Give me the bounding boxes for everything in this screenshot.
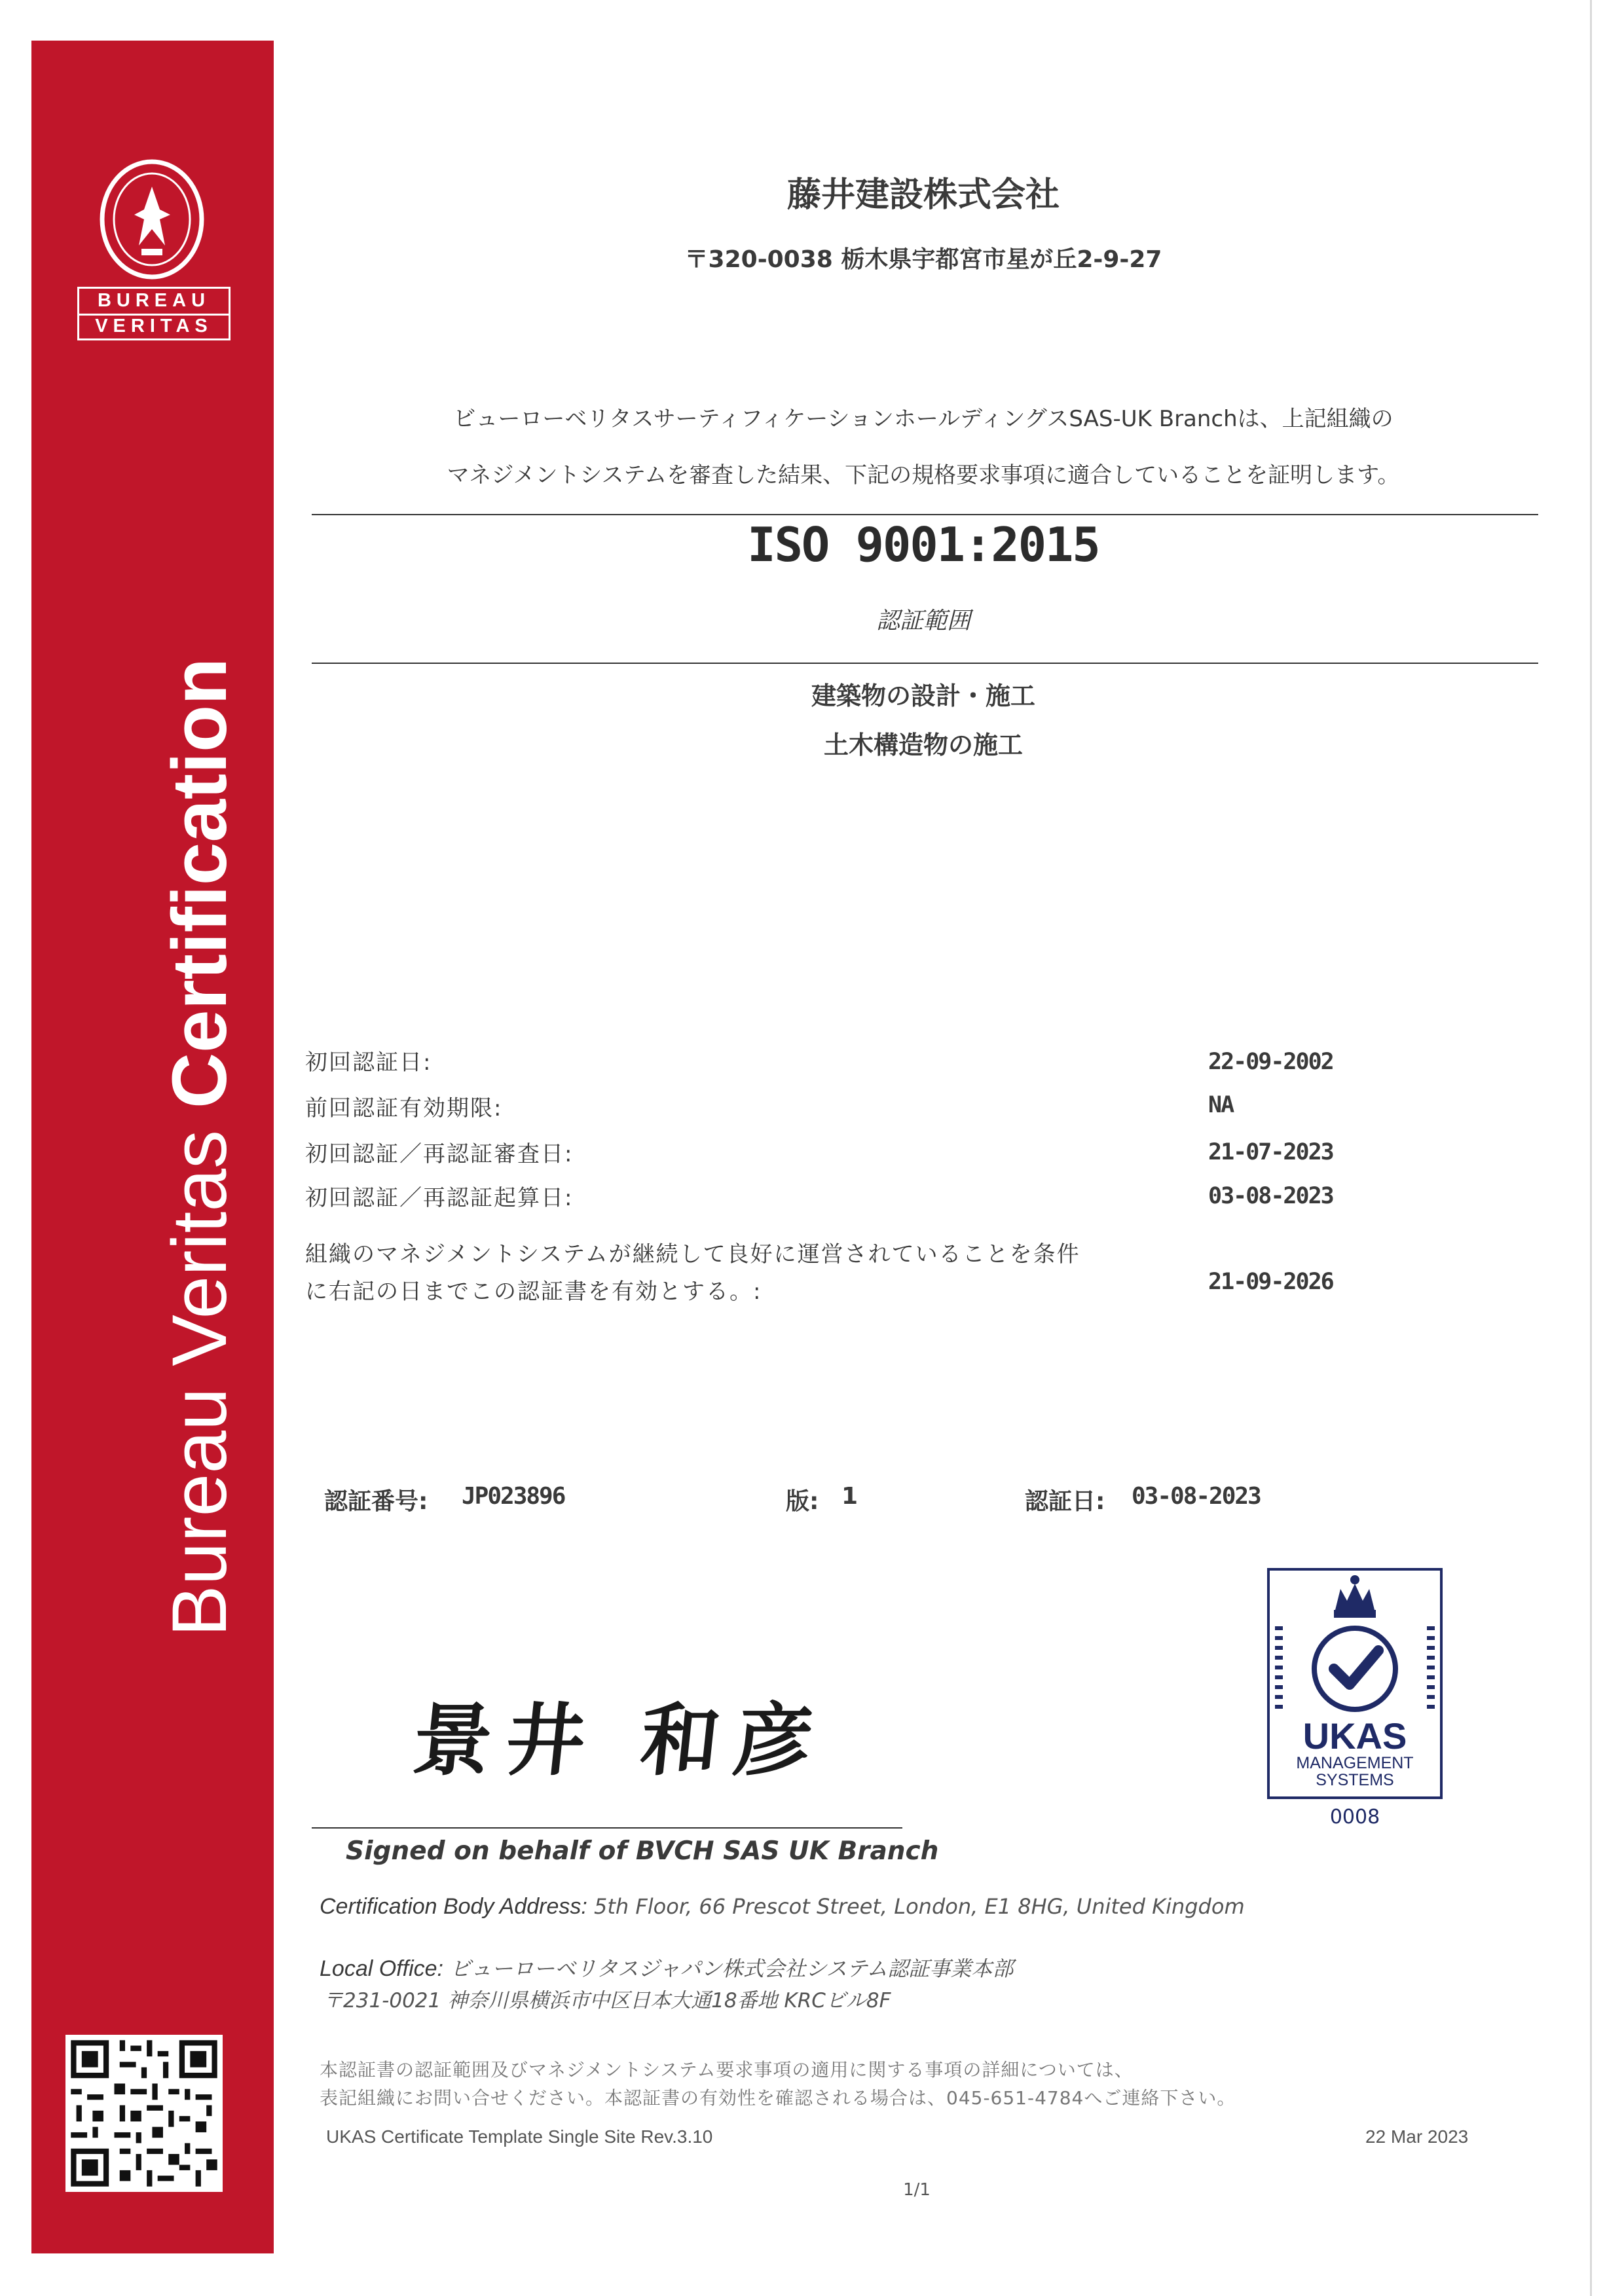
scope-item: 建築物の設計・施工 xyxy=(811,682,1035,710)
footer-note-line-1: 本認証書の認証範囲及びマネジメントシステム要求事項の適用に関する事項の詳細については、 xyxy=(320,2059,1134,2081)
certificate-number-value: JP023896 xyxy=(462,1483,565,1510)
vertical-title-light: Bureau Veritas xyxy=(157,1129,243,1637)
certification-body-address xyxy=(320,1894,1245,1920)
ukas-accreditation-number: 0008 xyxy=(1329,1806,1380,1829)
vertical-certification-title xyxy=(144,657,255,1637)
certificate-date-value: 03-08-2023 xyxy=(1132,1483,1261,1510)
vertical-title-bold: Certification xyxy=(157,657,243,1109)
bureau-veritas-seal-logo xyxy=(98,157,206,282)
ukas-name: UKAS xyxy=(1302,1715,1407,1757)
validity-label-line-1: 組織のマネジメントシステムが継続して良好に運営されていることを条件 xyxy=(305,1241,1080,1267)
company-name: 藤井建設株式会社 xyxy=(786,175,1060,215)
previous-expiry-value: NA xyxy=(1208,1092,1234,1118)
divider xyxy=(312,663,1538,664)
start-date-value: 03-08-2023 xyxy=(1208,1183,1333,1209)
start-date-label: 初回認証／再認証起算日: xyxy=(305,1185,574,1211)
scan-edge xyxy=(1590,0,1592,2296)
scope-item: 土木構造物の施工 xyxy=(823,731,1023,759)
revision-value: 1 xyxy=(841,1483,858,1510)
page-number: 1/1 xyxy=(903,2180,931,2200)
initial-certification-date-value: 22-09-2002 xyxy=(1208,1049,1333,1075)
wordmark-bureau: BUREAU xyxy=(97,290,211,311)
validity-date-value: 21-09-2026 xyxy=(1208,1269,1333,1295)
divider xyxy=(312,514,1538,515)
cb-address-value: 5th Floor, 66 Prescot Street, London, E1 8HG, United Kingdom xyxy=(594,1894,1245,1919)
signature-line xyxy=(312,1827,902,1829)
wordmark-veritas: VERITAS xyxy=(79,314,229,337)
ukas-line-2: SYSTEMS xyxy=(1316,1771,1394,1789)
ukas-crown-tick-icon xyxy=(1270,1571,1440,1796)
previous-expiry-label: 前回認証有効期限: xyxy=(305,1095,503,1121)
signed-on-behalf-text: Signed on behalf of BVCH SAS UK Branch xyxy=(346,1836,939,1866)
ukas-line-1: MANAGEMENT xyxy=(1296,1754,1414,1772)
signature-name: 景井 和彦 xyxy=(408,1694,832,1787)
local-office-label: Local Office: xyxy=(320,1956,443,1981)
certificate-number-label: 認証番号: xyxy=(324,1488,428,1515)
local-office xyxy=(320,1952,1013,1982)
certificate-date-label: 認証日: xyxy=(1025,1488,1105,1515)
validity-label-line-2: に右記の日までこの認証書を有効とする。: xyxy=(305,1279,762,1305)
qr-code-icon xyxy=(65,2035,223,2192)
footer-note-line-2: 表記組織にお問い合せください。本認証書の有効性を確認される場合は、045-651-4784へご連絡下さい。 xyxy=(320,2087,1236,2109)
audit-date-label: 初回認証／再認証審査日: xyxy=(305,1141,574,1167)
bureau-veritas-wordmark xyxy=(77,287,231,340)
template-date: 22 Mar 2023 xyxy=(1365,2126,1469,2147)
template-reference: UKAS Certificate Template Single Site Rev.3.10 xyxy=(326,2126,713,2147)
certification-statement-line-1: ビューローベリタスサーティフィケーションホールディングスSAS-UK Branchは、上記組織の xyxy=(453,406,1393,432)
scope-label: 認証範囲 xyxy=(876,608,970,634)
initial-certification-date-label: 初回認証日: xyxy=(305,1049,432,1076)
ukas-accreditation-mark xyxy=(1267,1568,1443,1799)
audit-date-value: 21-07-2023 xyxy=(1208,1139,1333,1165)
cb-address-label: Certification Body Address: xyxy=(320,1894,587,1919)
local-office-address: 〒231-0021 神奈川県横浜市中区日本大通18番地 KRCビル8F xyxy=(323,1989,891,2013)
certification-statement-line-2: マネジメントシステムを審査した結果、下記の規格要求事項に適合していることを証明します。 xyxy=(447,462,1400,488)
revision-label: 版: xyxy=(786,1488,819,1515)
handwritten-signature xyxy=(406,1686,864,1791)
company-address: 〒320-0038 栃木県宇都宮市星が丘2-9-27 xyxy=(684,246,1162,273)
local-office-value: ビューローベリタスジャパン株式会社システム認証事業本部 xyxy=(450,1956,1014,1981)
standard-title: ISO 9001:2015 xyxy=(747,517,1099,572)
